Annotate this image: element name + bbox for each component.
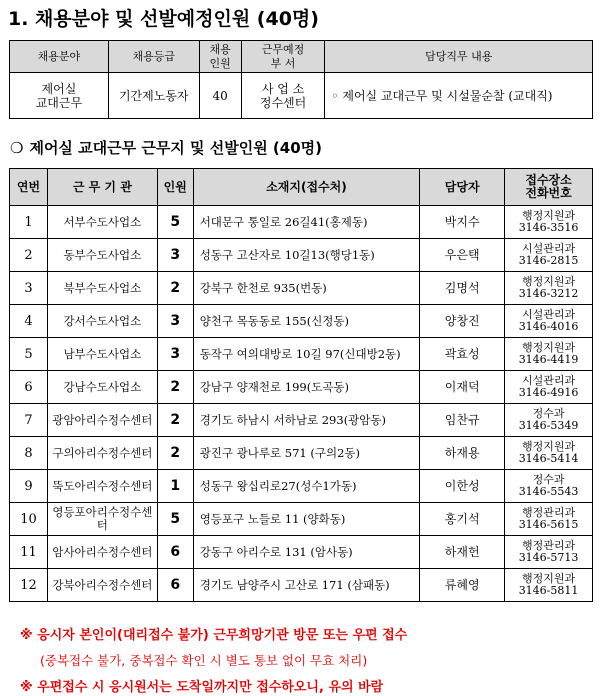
header-dept: 근무예정 부 서 (241, 41, 325, 73)
office-name-cell: 구의아리수정수센터 (47, 437, 157, 470)
header-duty: 담당직무 내용 (325, 41, 593, 73)
office-name-cell: 강남수도사업소 (47, 371, 157, 404)
staff-count-cell: 2 (157, 272, 193, 305)
office-name-cell: 암사아리수정수센터 (47, 536, 157, 569)
reception-contact-cell: 행정관리과 3146-5713 (505, 536, 593, 569)
manager-name-cell: 하재헌 (420, 536, 505, 569)
reception-contact-cell: 정수과 3146-5349 (505, 404, 593, 437)
reception-contact-cell: 시설관리과 3146-2815 (505, 239, 593, 272)
manager-name-cell: 김명석 (420, 272, 505, 305)
row-number-cell: 6 (10, 371, 48, 404)
address-cell: 성동구 고산자로 10길13(행당1동) (193, 239, 420, 272)
manager-name-cell: 곽효성 (420, 338, 505, 371)
manager-name-cell: 임찬규 (420, 404, 505, 437)
header-office: 근 무 기 관 (47, 169, 157, 206)
staff-count-cell: 3 (157, 305, 193, 338)
note-application-method: ※ 응시자 본인이(대리접수 불가) 근무희망기관 방문 또는 우편 접수 (20, 628, 408, 643)
staff-count-cell: 3 (157, 239, 193, 272)
row-number-cell: 1 (10, 206, 48, 239)
row-number-cell: 3 (10, 272, 48, 305)
address-cell: 경기도 하남시 서하남로 293(광암동) (193, 404, 420, 437)
manager-name-cell: 양창진 (420, 305, 505, 338)
reception-contact-cell: 정수과 3146-5543 (505, 470, 593, 503)
table-row (10, 338, 593, 371)
circle-bullet-icon: ❍ (10, 139, 24, 157)
header-no: 연번 (10, 169, 48, 206)
row-number-cell: 2 (10, 239, 48, 272)
manager-name-cell: 이재덕 (420, 371, 505, 404)
summary-data-row (10, 73, 593, 119)
office-name-cell: 강서수도사업소 (47, 305, 157, 338)
table-row (10, 239, 593, 272)
reception-contact-cell: 시설관리과 3146-4916 (505, 371, 593, 404)
table-row (10, 404, 593, 437)
reception-contact-cell: 행정지원과 3146-5811 (505, 569, 593, 602)
address-cell: 강동구 아리수로 131 (암사동) (193, 536, 420, 569)
reception-contact-cell: 행정지원과 3146-5414 (505, 437, 593, 470)
address-cell: 성동구 왕십리로27(성수1가동) (193, 470, 420, 503)
section2-title (10, 137, 322, 158)
manager-name-cell: 하재용 (420, 437, 505, 470)
header-count: 채용 인원 (199, 41, 241, 73)
office-name-cell: 동부수도사업소 (47, 239, 157, 272)
table-row (10, 371, 593, 404)
header-address: 소재지(접수처) (193, 169, 420, 206)
header-count: 인원 (157, 169, 193, 206)
office-name-cell: 영등포아리수정수센터 (47, 503, 157, 536)
manager-name-cell: 홍기석 (420, 503, 505, 536)
address-cell: 서대문구 통일로 26길41(홍제동) (193, 206, 420, 239)
address-cell: 양천구 목동동로 155(신정동) (193, 305, 420, 338)
count-cell: 40 (199, 73, 241, 119)
reception-contact-cell: 행정지원과 3146-3516 (505, 206, 593, 239)
header-manager: 담당자 (420, 169, 505, 206)
row-number-cell: 5 (10, 338, 48, 371)
office-name-cell: 남부수도사업소 (47, 338, 157, 371)
office-name-cell: 북부수도사업소 (47, 272, 157, 305)
duty-cell: ◦ 제어실 교대근무 및 시설물순찰 (교대직) (325, 73, 593, 119)
manager-name-cell: 이한성 (420, 470, 505, 503)
staff-count-cell: 3 (157, 338, 193, 371)
address-cell: 영등포구 노들로 11 (양화동) (193, 503, 420, 536)
table-row (10, 503, 593, 536)
table-row (10, 305, 593, 338)
staff-count-cell: 2 (157, 437, 193, 470)
address-cell: 강북구 한천로 935(번동) (193, 272, 420, 305)
table-row (10, 206, 593, 239)
reception-contact-cell: 행정관리과 3146-5615 (505, 503, 593, 536)
reception-contact-cell: 시설관리과 3146-4016 (505, 305, 593, 338)
address-cell: 동작구 여의대방로 10길 97(신대방2동) (193, 338, 420, 371)
note-duplicate-warning: (중복접수 불가, 중복접수 확인 시 별도 통보 없이 무효 처리) (40, 653, 368, 668)
staff-count-cell: 2 (157, 371, 193, 404)
staff-count-cell: 5 (157, 206, 193, 239)
summary-header-row (10, 41, 593, 73)
office-name-cell: 뚝도아리수정수센터 (47, 470, 157, 503)
header-reception: 접수장소 전화번호 (505, 169, 593, 206)
row-number-cell: 7 (10, 404, 48, 437)
row-number-cell: 8 (10, 437, 48, 470)
field-cell: 제어실 교대근무 (10, 73, 109, 119)
manager-name-cell: 류혜영 (420, 569, 505, 602)
table-row (10, 437, 593, 470)
address-cell: 경기도 남양주시 고산로 171 (삼패동) (193, 569, 420, 602)
row-number-cell: 4 (10, 305, 48, 338)
office-name-cell: 강북아리수정수센터 (47, 569, 157, 602)
dept-cell: 사 업 소 정수센터 (241, 73, 325, 119)
table-row (10, 470, 593, 503)
office-name-cell: 서부수도사업소 (47, 206, 157, 239)
manager-name-cell: 우은택 (420, 239, 505, 272)
row-number-cell: 9 (10, 470, 48, 503)
staff-count-cell: 6 (157, 536, 193, 569)
section2-title-text: 제어실 교대근무 근무지 및 선발인원 (40명) (29, 139, 322, 157)
reception-contact-cell: 행정지원과 3146-4419 (505, 338, 593, 371)
staff-count-cell: 1 (157, 470, 193, 503)
note-mail-deadline: ※ 우편접수 시 응시원서는 도착일까지만 접수하오니, 유의 바람 (20, 680, 384, 695)
staff-count-cell: 2 (157, 404, 193, 437)
table-row (10, 272, 593, 305)
table-row (10, 569, 593, 602)
workplace-table (9, 168, 593, 602)
row-number-cell: 10 (10, 503, 48, 536)
address-cell: 강남구 양재천로 199(도곡동) (193, 371, 420, 404)
staff-count-cell: 6 (157, 569, 193, 602)
manager-name-cell: 박지수 (420, 206, 505, 239)
row-number-cell: 11 (10, 536, 48, 569)
table-row (10, 536, 593, 569)
row-number-cell: 12 (10, 569, 48, 602)
staff-count-cell: 5 (157, 503, 193, 536)
reception-contact-cell: 행정지원과 3146-3212 (505, 272, 593, 305)
address-cell: 광진구 광나루로 571 (구의2동) (193, 437, 420, 470)
section1-title: 1. 채용분야 및 선발예정인원 (40명) (8, 8, 319, 30)
workplace-header-row (10, 169, 593, 206)
recruitment-summary-table (9, 40, 593, 119)
grade-cell: 기간제노동자 (108, 73, 199, 119)
header-grade: 채용등급 (108, 41, 199, 73)
office-name-cell: 광암아리수정수센터 (47, 404, 157, 437)
header-field: 채용분야 (10, 41, 109, 73)
